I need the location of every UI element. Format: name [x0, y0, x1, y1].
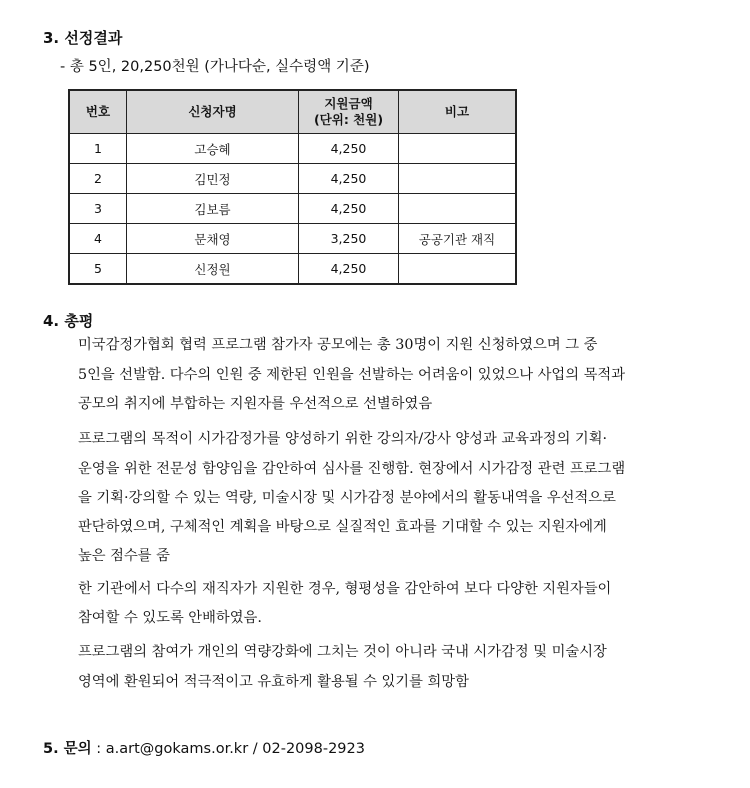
review-line: 미국감정가협회 협력 프로그램 참가자 공모에는 총 30명이 지원 신청하였으며 그 중	[78, 337, 598, 353]
review-line: 참여할 수 있도록 안배하였음.	[78, 610, 262, 626]
cell-amount: 3,250	[299, 224, 399, 254]
contact-details: : a.art@gokams.or.kr / 02-2098-2923	[91, 741, 365, 757]
cell-note	[399, 134, 517, 164]
review-line: 높은 점수를 줌	[78, 548, 170, 564]
contact-line	[43, 737, 365, 758]
review-line: 공모의 취지에 부합하는 지원자를 우선적으로 선별하였음	[78, 396, 433, 412]
cell-name: 신정원	[127, 254, 299, 285]
review-line: 프로그램의 참여가 개인의 역량강화에 그치는 것이 아니라 국내 시가감정 및 미술시장	[78, 644, 607, 660]
cell-no: 1	[69, 134, 127, 164]
cell-note	[399, 164, 517, 194]
table-row	[69, 254, 516, 285]
cell-no: 2	[69, 164, 127, 194]
table-row	[69, 194, 516, 224]
section-4-heading: 4. 총평	[43, 312, 94, 330]
cell-name: 문채영	[127, 224, 299, 254]
table-header-row	[69, 90, 516, 134]
table-row	[69, 134, 516, 164]
cell-amount: 4,250	[299, 254, 399, 285]
review-line: 운영을 위한 전문성 함양임을 감안하여 심사를 진행함. 현장에서 시가감정 관련 프로그램	[78, 461, 626, 477]
review-line: 프로그램의 목적이 시가감정가를 양성하기 위한 강의자/강사 양성과 교육과정의 기획·	[78, 431, 608, 447]
table-row	[69, 164, 516, 194]
section-3-heading: 3. 선정결과	[43, 29, 123, 47]
cell-no: 5	[69, 254, 127, 285]
review-line: 을 기획·강의할 수 있는 역량, 미술시장 및 시가감정 분야에서의 활동내역을 우선적으로	[78, 490, 616, 506]
header-name: 신청자명	[127, 90, 299, 134]
review-line: 판단하였으며, 구체적인 계획을 바탕으로 실질적인 효과를 기대할 수 있는 지원자에게	[78, 519, 607, 535]
header-amount-line1: 지원금액	[324, 96, 373, 111]
cell-amount: 4,250	[299, 194, 399, 224]
header-no: 번호	[69, 90, 127, 134]
header-amount-line2: (단위: 천원)	[313, 112, 384, 127]
results-table	[68, 89, 517, 285]
cell-name: 김민정	[127, 164, 299, 194]
review-line: 5인을 선발함. 다수의 인원 중 제한된 인원을 선발하는 어려움이 있었으나 사업의 목적과	[78, 367, 626, 383]
selection-summary: - 총 5인, 20,250천원 (가나다순, 실수령액 기준)	[60, 59, 370, 75]
cell-note	[399, 194, 517, 224]
cell-amount: 4,250	[299, 164, 399, 194]
review-line: 한 기관에서 다수의 재직자가 지원한 경우, 형평성을 감안하여 보다 다양한 지원자들이	[78, 581, 612, 597]
review-line: 영역에 환원되어 적극적이고 유효하게 활용될 수 있기를 희망함	[78, 674, 469, 690]
cell-name: 고승혜	[127, 134, 299, 164]
cell-note	[399, 254, 517, 285]
cell-amount: 4,250	[299, 134, 399, 164]
contact-label: 5. 문의	[43, 741, 92, 757]
table-row	[69, 224, 516, 254]
cell-note: 공공기관 재직	[399, 224, 517, 254]
cell-no: 4	[69, 224, 127, 254]
header-amount	[299, 90, 399, 134]
header-note: 비고	[399, 90, 517, 134]
cell-no: 3	[69, 194, 127, 224]
cell-name: 김보름	[127, 194, 299, 224]
